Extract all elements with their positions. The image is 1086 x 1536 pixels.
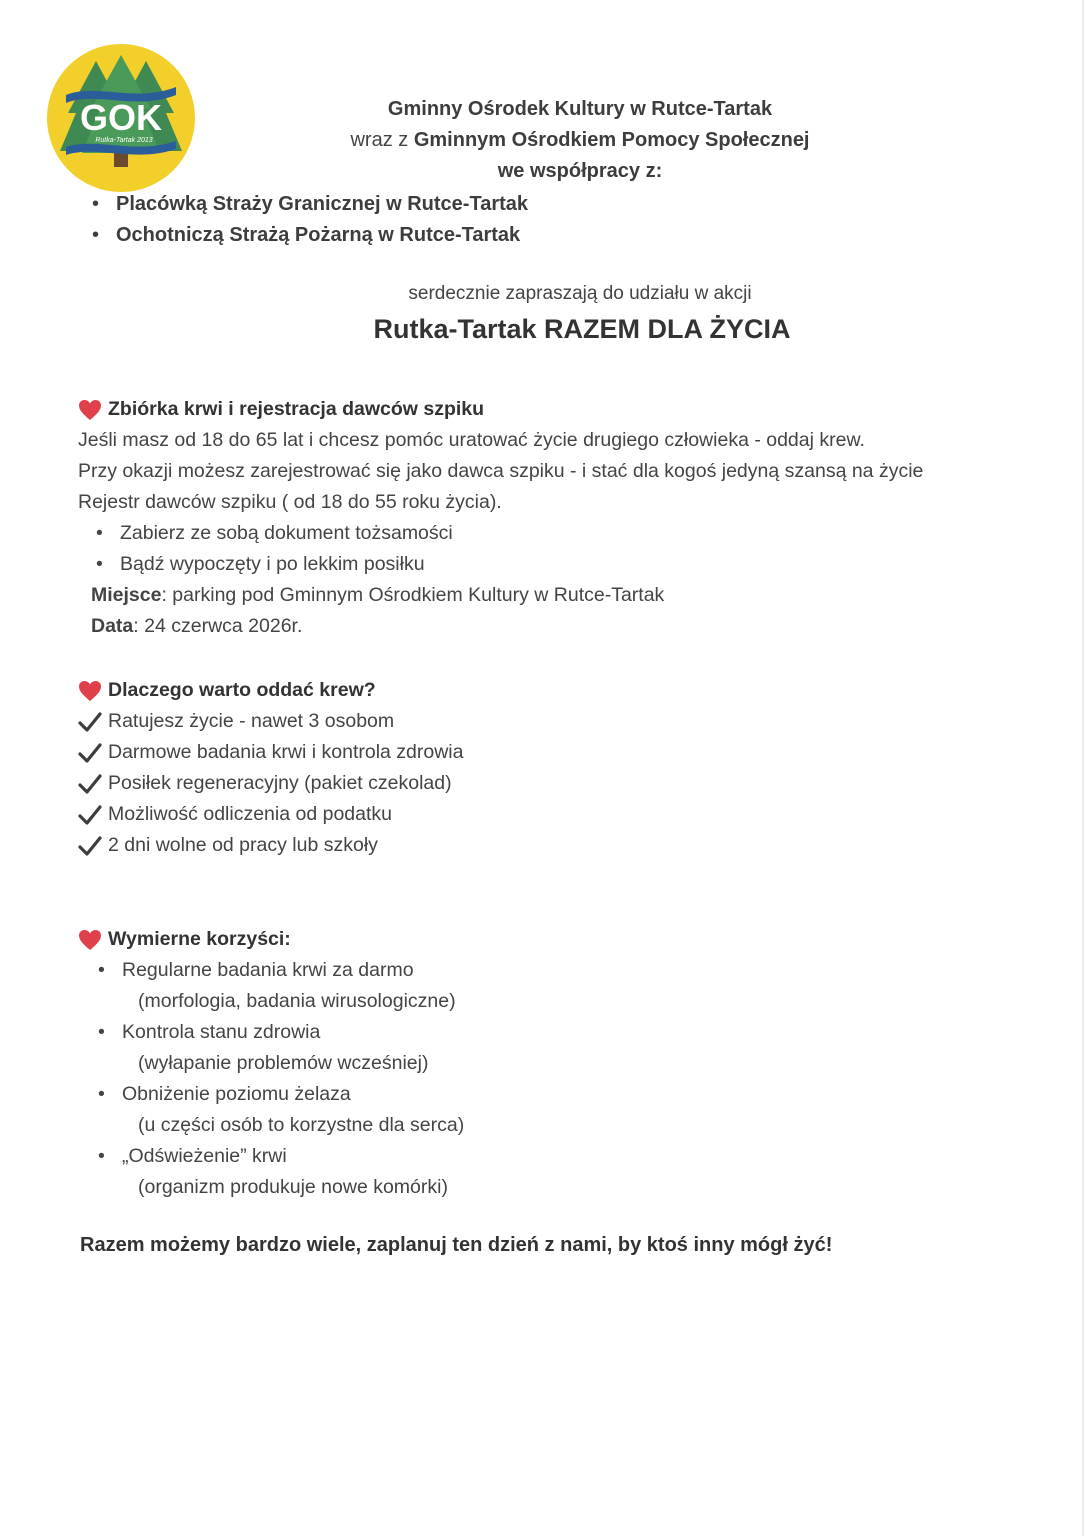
paragraph-line: Jeśli masz od 18 do 65 lat i chcesz pomóc uratować życie drugiego człowieka - oddaj krew. <box>78 429 865 451</box>
scan-edge <box>1082 0 1084 1536</box>
co-organizer-line: wraz z Gminnym Ośrodkiem Pomocy Społecznej <box>350 129 810 151</box>
section-heading: Wymierne korzyści: <box>78 924 464 955</box>
benefits-list <box>78 955 464 1203</box>
checkmark-icon <box>78 773 102 795</box>
benefit-item: Ratujesz życie - nawet 3 osobom <box>78 706 464 737</box>
closing-message: Razem możemy bardzo wiele, zaplanuj ten dzień z nami, by ktoś inny mógł żyć! <box>80 1234 833 1256</box>
cooperation-line: we współpracy z: <box>497 160 663 182</box>
requirement-item: • Bądź wypoczęty i po lekkim posiłku <box>96 549 923 580</box>
logo-text: GOK <box>79 97 163 138</box>
paragraph-line: Przy okazji możesz zarejestrować się jako dawca szpiku - i stać dla kogoś jedyną szansą na życie <box>78 460 924 482</box>
benefit-detail: (organizm produkuje nowe komórki) <box>138 1176 448 1198</box>
benefit-item: Możliwość odliczenia od podatku <box>78 799 464 830</box>
benefit-main: • „Odświeżenie” krwi <box>98 1141 464 1172</box>
heart-icon <box>78 399 102 421</box>
requirements-list <box>78 518 923 580</box>
section-measurable-benefits <box>78 924 464 1203</box>
benefit-main: • Kontrola stanu zdrowia <box>98 1017 464 1048</box>
paragraph-line: Rejestr dawców szpiku ( od 18 do 55 roku życia). <box>78 491 502 513</box>
benefit-detail: (morfologia, badania wirusologiczne) <box>138 990 456 1012</box>
benefit-detail: (wyłapanie problemów wcześniej) <box>138 1052 429 1074</box>
benefit-main: • Obniżenie poziomu żelaza <box>98 1079 464 1110</box>
requirement-item: • Zabierz ze sobą dokument tożsamości <box>96 518 923 549</box>
logo-subtext: Rutka-Tartak 2013 <box>95 137 153 144</box>
checkmark-icon <box>78 835 102 857</box>
section-blood-drive <box>78 394 923 642</box>
heart-icon <box>78 929 102 951</box>
section-heading: Zbiórka krwi i rejestracja dawców szpiku <box>78 394 923 425</box>
place-line: Miejsce: parking pod Gminnym Ośrodkiem Kultury w Rutce-Tartak <box>91 584 665 606</box>
section-why-donate <box>78 675 464 861</box>
partner-item: • Placówką Straży Granicznej w Rutce-Tartak <box>92 189 528 220</box>
invite-text: serdecznie zapraszają do udziału w akcji <box>408 283 752 304</box>
checkmark-icon <box>78 711 102 733</box>
partner-item: • Ochotniczą Strażą Pożarną w Rutce-Tartak <box>92 220 528 251</box>
section-heading: Dlaczego warto oddać krew? <box>78 675 464 706</box>
gok-logo <box>46 43 196 193</box>
benefit-item: Darmowe badania krwi i kontrola zdrowia <box>78 737 464 768</box>
date-line: Data: 24 czerwca 2026r. <box>91 615 303 637</box>
event-title: Rutka-Tartak RAZEM DLA ŻYCIA <box>373 314 791 344</box>
checkmark-icon <box>78 804 102 826</box>
partner-list <box>92 189 528 251</box>
organizer-line: Gminny Ośrodek Kultury w Rutce-Tartak <box>387 98 773 120</box>
benefit-item: 2 dni wolne od pracy lub szkoły <box>78 830 464 861</box>
benefit-detail: (u części osób to korzystne dla serca) <box>138 1114 465 1136</box>
benefit-main: • Regularne badania krwi za darmo <box>98 955 464 986</box>
heart-icon <box>78 680 102 702</box>
header-block <box>300 94 860 187</box>
checkmark-icon <box>78 742 102 764</box>
benefit-item: Posiłek regeneracyjny (pakiet czekolad) <box>78 768 464 799</box>
